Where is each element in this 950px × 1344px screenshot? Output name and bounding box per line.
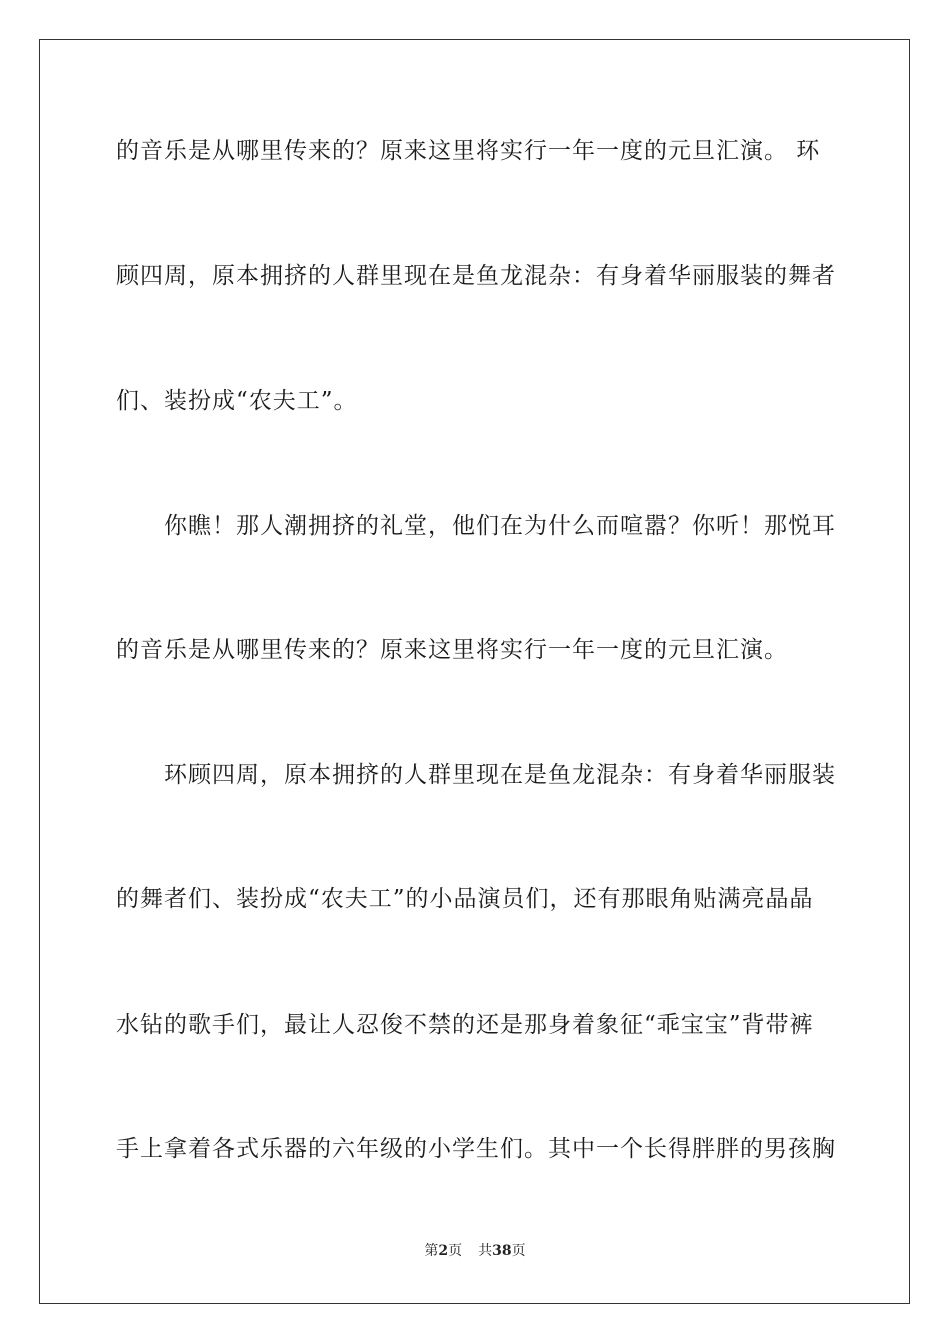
body-line-8: 水钻的歌手们，最让人忍俊不禁的还是那身着象征“乖宝宝”背带裤	[116, 1012, 814, 1038]
total-pages: 38	[492, 1243, 512, 1259]
body-line-9: 手上拿着各式乐器的六年级的小学生们。其中一个长得胖胖的男孩胸	[116, 1136, 836, 1162]
body-line-6: 环顾四周，原本拥挤的人群里现在是鱼龙混杂：有身着华丽服装	[164, 762, 836, 788]
total-prefix: 共	[478, 1243, 493, 1259]
page-frame	[39, 39, 910, 1304]
page-footer	[0, 1242, 950, 1260]
page-number: 2	[438, 1243, 449, 1259]
body-line-7: 的舞者们、装扮成“农夫工”的小品演员们，还有那眼角贴满亮晶晶	[116, 886, 814, 912]
page-prefix: 第	[424, 1243, 439, 1259]
body-line-5: 的音乐是从哪里传来的？原来这里将实行一年一度的元旦汇演。	[116, 637, 788, 663]
page-suffix: 页	[448, 1243, 463, 1259]
body-line-1: 的音乐是从哪里传来的？原来这里将实行一年一度的元旦汇演。 环	[116, 138, 821, 164]
body-line-3: 们、装扮成“农夫工”。	[116, 388, 358, 414]
body-line-4: 你瞧！那人潮拥挤的礼堂，他们在为什么而喧嚣？你听！那悦耳	[164, 513, 836, 539]
total-suffix: 页	[511, 1243, 526, 1259]
body-line-2: 顾四周，原本拥挤的人群里现在是鱼龙混杂：有身着华丽服装的舞者	[116, 263, 836, 289]
